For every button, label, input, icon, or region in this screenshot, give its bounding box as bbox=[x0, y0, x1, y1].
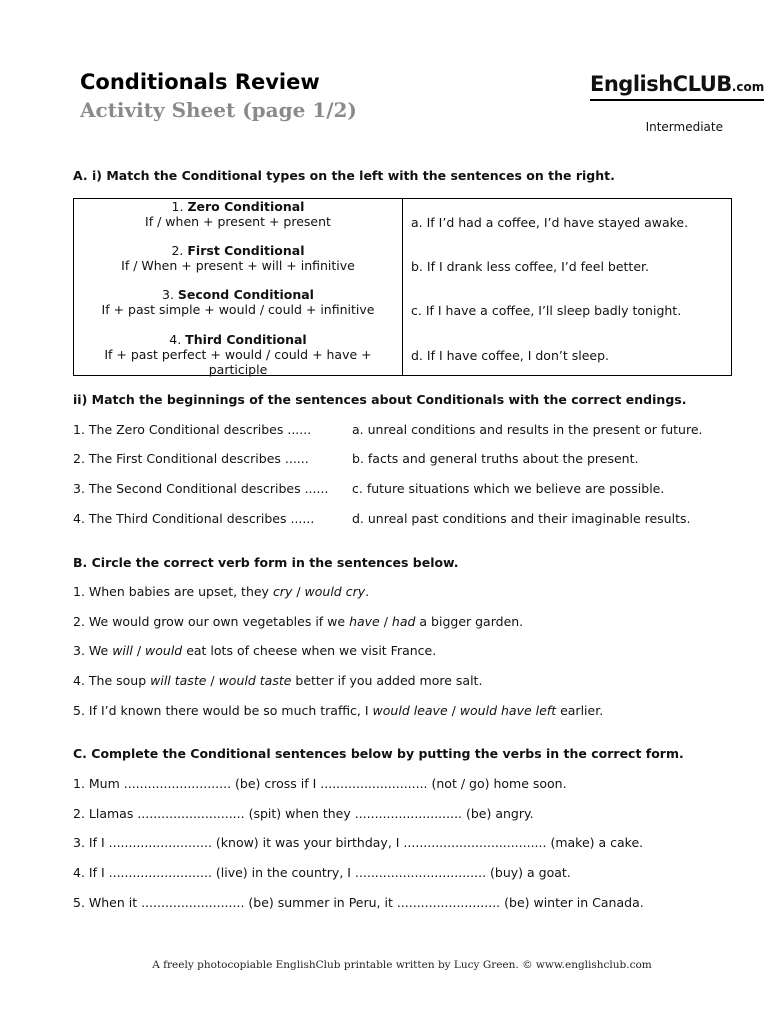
circle-item: 4. The soup will taste / would taste better if you added more salt. bbox=[73, 673, 483, 688]
circle-item: 1. When babies are upset, they cry / would cry. bbox=[73, 584, 370, 599]
match-table bbox=[73, 198, 732, 376]
fill-in-item: 2. Llamas ........................... (spit) when they ........................... (be) angry. bbox=[73, 806, 534, 821]
example-sentence: a. If I’d had a coffee, I’d have stayed awake. bbox=[411, 215, 689, 230]
circle-item: 5. If I’d known there would be so much traffic, I would leave / would have left earlier. bbox=[73, 703, 604, 718]
conditional-formula: If / when + present + present bbox=[145, 214, 331, 229]
footer-credit: A freely photocopiable EnglishClub printable written by Lucy Green. © www.englishclub.com bbox=[152, 959, 652, 971]
fill-in-item: 4. If I .......................... (live) in the country, I ................................. (buy) a goat. bbox=[73, 865, 571, 880]
example-sentence: d. If I have coffee, I don’t sleep. bbox=[411, 348, 609, 363]
level-label: Intermediate bbox=[645, 120, 723, 134]
englishclub-logo bbox=[590, 72, 764, 101]
sentence-beginning: 2. The First Conditional describes ...... bbox=[73, 451, 309, 466]
sentence-ending: a. unreal conditions and results in the present or future. bbox=[352, 422, 703, 437]
fill-in-item: 3. If I .......................... (know) it was your birthday, I .................................... (make) a cake. bbox=[73, 835, 644, 850]
circle-item: 2. We would grow our own vegetables if we have / had a bigger garden. bbox=[73, 614, 524, 629]
conditional-type: 2. First Conditional If / When + present + will + infinitive bbox=[121, 243, 355, 273]
sentence-ending: b. facts and general truths about the present. bbox=[352, 451, 639, 466]
conditional-formula: If + past simple + would / could + infinitive bbox=[101, 302, 375, 317]
worksheet-title: Conditionals Review bbox=[80, 70, 320, 94]
sentences-column bbox=[403, 199, 732, 376]
sentence-beginning: 4. The Third Conditional describes ...... bbox=[73, 511, 315, 526]
fill-in-item: 1. Mum ........................... (be) cross if I ........................... (not / go) home soon. bbox=[73, 776, 567, 791]
section-b-heading: B. Circle the correct verb form in the sentences below. bbox=[73, 555, 459, 570]
fill-in-item: 5. When it .......................... (be) summer in Peru, it .......................... (be) winter in Canada. bbox=[73, 895, 644, 910]
worksheet-subtitle: Activity Sheet (page 1/2) bbox=[80, 98, 357, 122]
conditional-formula: If + past perfect + would / could + have + bbox=[104, 347, 372, 362]
conditional-formula: If / When + present + will + infinitive bbox=[121, 258, 355, 273]
conditional-formula-cont: participle bbox=[208, 362, 268, 377]
circle-item: 3. We will / would eat lots of cheese when we visit France. bbox=[73, 643, 437, 658]
conditional-type: 3. Second Conditional If + past simple + would / could + infinitive bbox=[101, 287, 375, 317]
sentence-beginning: 3. The Second Conditional describes ...... bbox=[73, 481, 329, 496]
logo-main: EnglishCLUB bbox=[590, 72, 732, 96]
section-a-heading: A. i) Match the Conditional types on the left with the sentences on the right. bbox=[73, 168, 615, 183]
sentence-ending: c. future situations which we believe are possible. bbox=[352, 481, 665, 496]
section-a2-heading: ii) Match the beginnings of the sentences about Conditionals with the correct endings. bbox=[73, 392, 687, 407]
example-sentence: b. If I drank less coffee, I’d feel better. bbox=[411, 259, 649, 274]
example-sentence: c. If I have a coffee, I’ll sleep badly tonight. bbox=[411, 303, 682, 318]
section-c-heading: C. Complete the Conditional sentences below by putting the verbs in the correct form. bbox=[73, 746, 684, 761]
sentence-ending: d. unreal past conditions and their imaginable results. bbox=[352, 511, 691, 526]
sentence-beginning: 1. The Zero Conditional describes ...... bbox=[73, 422, 312, 437]
conditional-types-column bbox=[74, 199, 403, 376]
logo-domain: .com bbox=[731, 80, 765, 94]
conditional-type: 1. Zero Conditional If / when + present + present bbox=[145, 199, 331, 229]
conditional-type: 4. Third Conditional If + past perfect + would / could + have + participle bbox=[104, 332, 372, 377]
